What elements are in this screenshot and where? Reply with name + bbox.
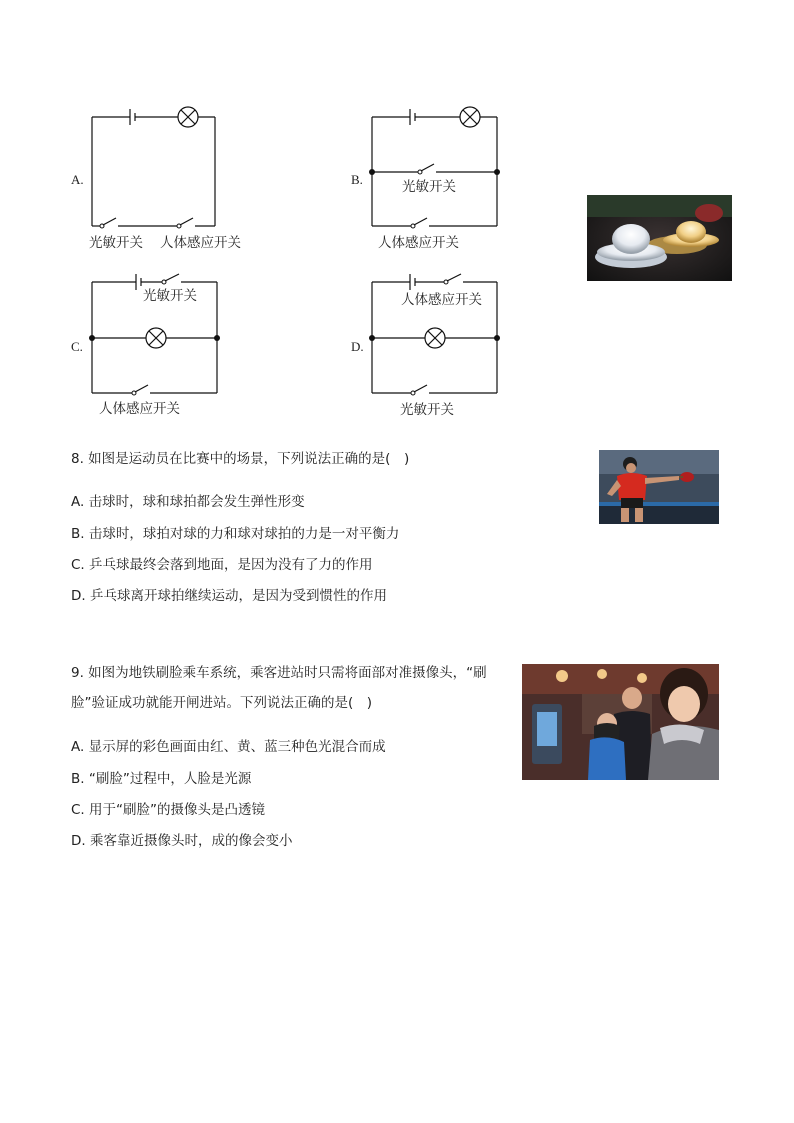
- night-lamp-photo: [587, 195, 732, 281]
- q8-option-c: C. 乒乓球最终会落到地面，是因为没有了力的作用: [71, 557, 373, 573]
- q9-option-c: C. 用于“刷脸”的摄像头是凸透镜: [71, 802, 265, 818]
- switch-label-light: 光敏开关: [402, 179, 456, 195]
- option-b-letter: B.: [351, 172, 363, 187]
- table-tennis-photo: [599, 450, 719, 524]
- switch-blade: [103, 218, 116, 225]
- switch-label-body: 人体感应开关: [160, 235, 241, 251]
- switch-blade: [180, 218, 193, 225]
- switch-label-light: 光敏开关: [143, 288, 197, 304]
- option-d-letter: D.: [351, 339, 364, 354]
- q9-option-a: A. 显示屏的彩色画面由红、黄、蓝三种色光混合而成: [71, 739, 386, 755]
- q9-option-b: B. “刷脸”过程中，人脸是光源: [71, 771, 252, 787]
- q9-option-d: D. 乘客靠近摄像头时，成的像会变小: [71, 833, 293, 849]
- switch-label-light: 光敏开关: [400, 402, 454, 418]
- q8-option-a: A. 击球时，球和球拍都会发生弹性形变: [71, 494, 305, 510]
- option-a-letter: A.: [71, 172, 84, 187]
- switch-label-body: 人体感应开关: [99, 401, 180, 417]
- circuit-diagram-d: [368, 270, 538, 400]
- circuit-diagram-b: [368, 104, 538, 234]
- switch-label-light: 光敏开关: [89, 235, 143, 251]
- switch-label-body: 人体感应开关: [401, 292, 482, 308]
- face-scan-subway-photo: [522, 664, 719, 780]
- q9-stem-line2: 脸”验证成功就能开闸进站。下列说法正确的是( ): [71, 695, 373, 711]
- option-c-letter: C.: [71, 339, 83, 354]
- q8-option-b: B. 击球时，球拍对球的力和球对球拍的力是一对平衡力: [71, 526, 400, 542]
- switch-label-body: 人体感应开关: [378, 235, 459, 251]
- q9-stem-line1: 9. 如图为地铁刷脸乘车系统，乘客进站时只需将面部对准摄像头，“刷: [71, 665, 487, 681]
- circuit-diagram-a: [88, 104, 258, 234]
- q8-option-d: D. 乒乓球离开球拍继续运动，是因为受到惯性的作用: [71, 588, 387, 604]
- q8-stem: 8. 如图是运动员在比赛中的场景，下列说法正确的是( ): [71, 451, 410, 467]
